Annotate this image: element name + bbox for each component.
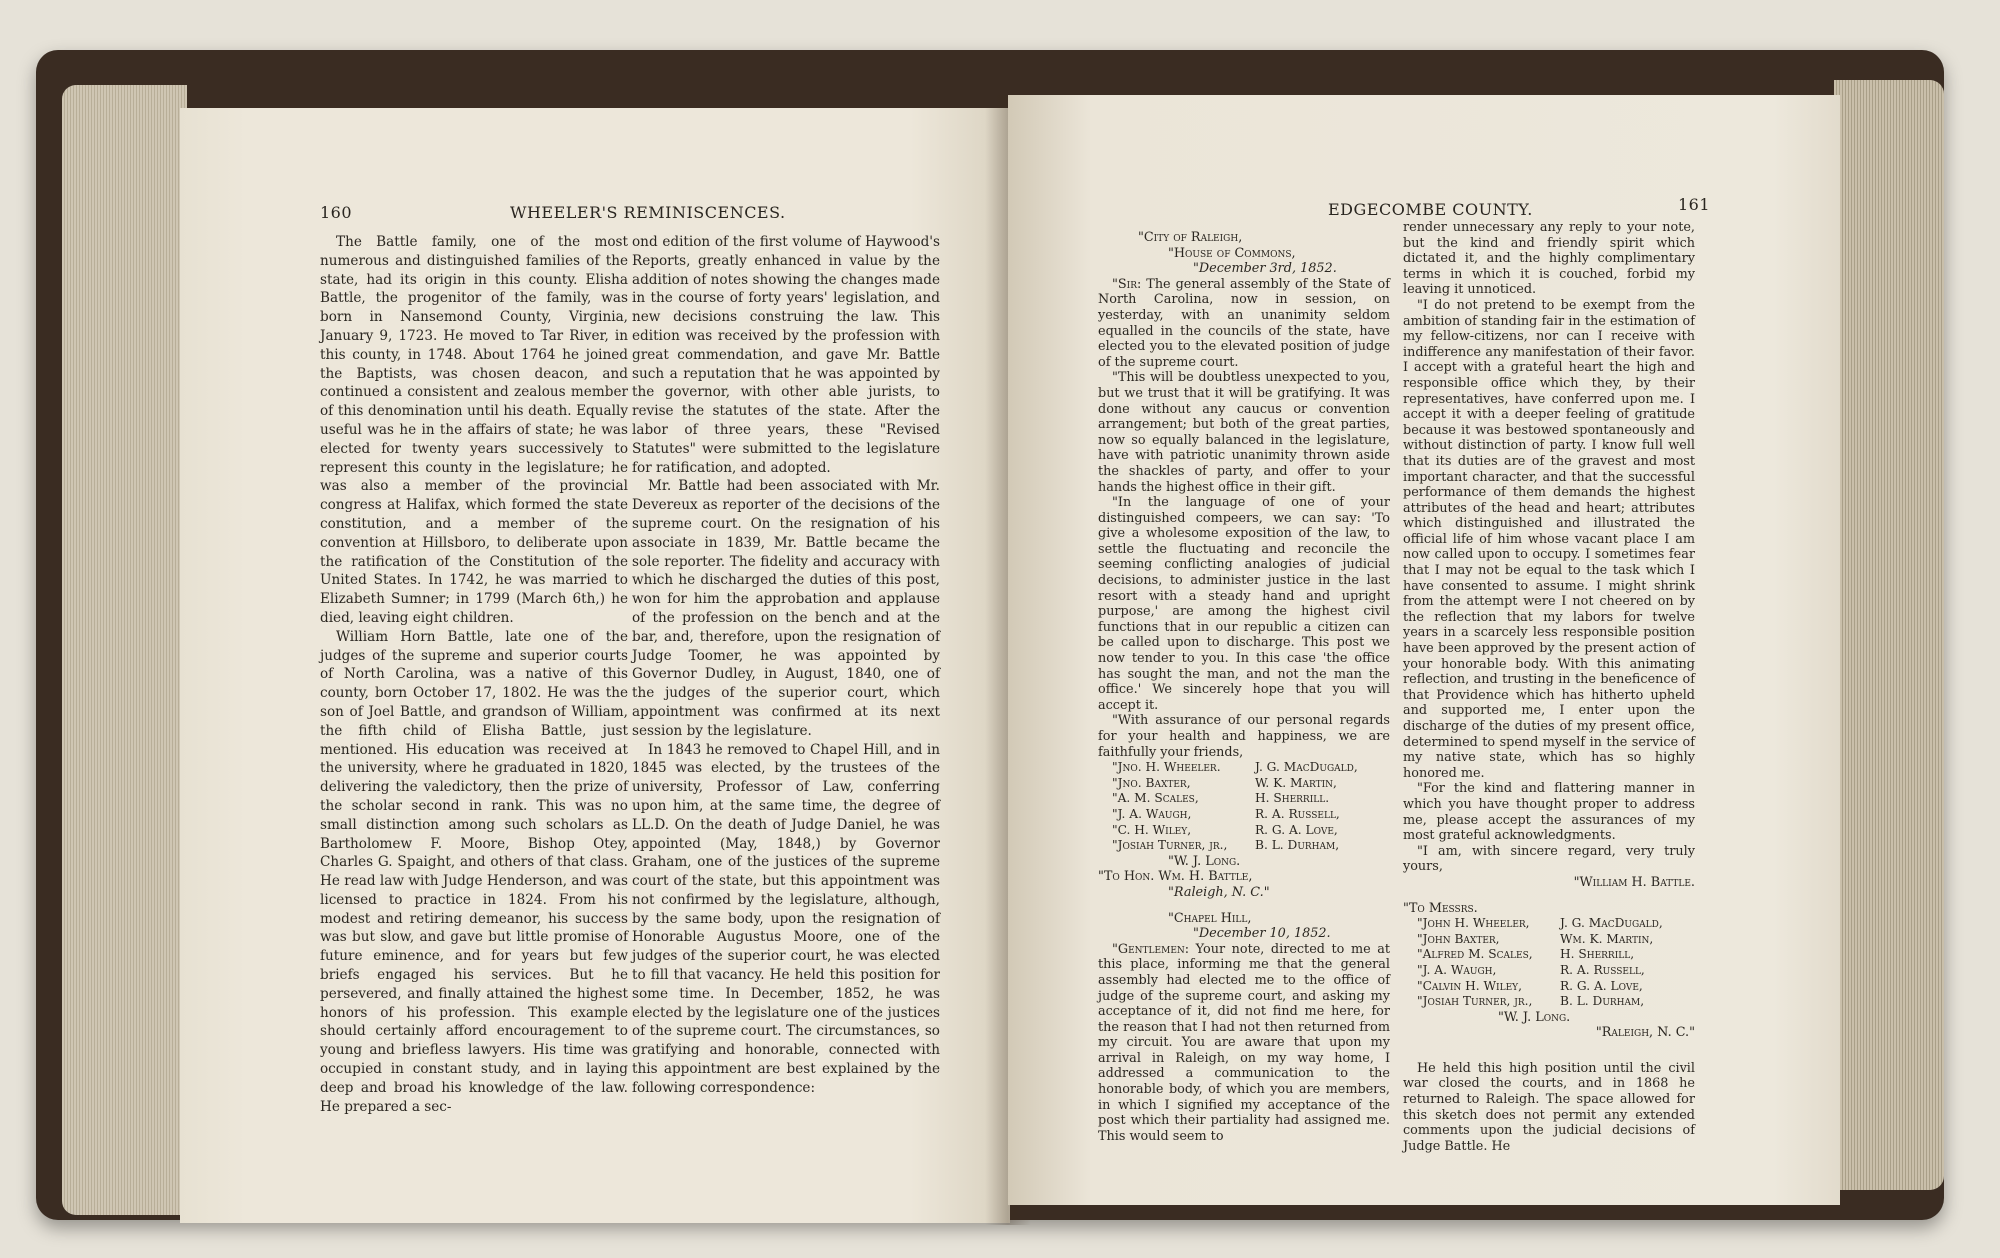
left-column-2 [632, 233, 940, 1098]
addressee: "Calvin H. Wiley, [1417, 978, 1522, 993]
addressee: H. Sherrill, [1560, 947, 1635, 962]
paragraph: "With assurance of our personal regards for your health and happiness, we are faithfully your friends, [1098, 713, 1390, 760]
signer: H. Sherrill. [1255, 791, 1330, 806]
addressee: "Josiah Turner, jr., [1417, 994, 1533, 1009]
signer: "A. M. Scales, [1112, 791, 1199, 806]
right-page-edges [1834, 80, 1944, 1190]
signers-list [1098, 760, 1390, 854]
paragraph: "For the kind and flattering manner in which you have thought proper to address me, please accept the assurances of my most grateful acknowledgments. [1403, 781, 1695, 844]
signer: R. G. A. Love, [1255, 822, 1338, 837]
signer: W. K. Martin, [1255, 775, 1337, 790]
signer: "W. J. Long. [1168, 853, 1241, 869]
page-number: 160 [320, 203, 353, 222]
paragraph: ond edition of the first volume of Haywood's Reports, greatly enhanced in value by the addition of notes showing the changes made in the course of forty years' legislation, and new decisions construing the law. This edition was received by the profession with great commendation, and gave Mr. Battle such a reputation that he was appointed by the governor, with other able jurists, to revise the statutes of the state. After the labor of three years, these "Revised Statutes" were submitted to the legislature for ratification, and adopted. [632, 234, 940, 476]
paragraph: Your note, directed to me at this place, informing me that the general assembly had elected me to the office of judge of the supreme court, and asking my acceptance of it, did not find me here, for the reason that I had not then returned from my circuit. You are aware that upon my arrival in Raleigh, on my way home, I addressed a communication to the honorable body, of which you are members, in which I signified my acceptance of the post which their partiality had assigned me. This would seem to [1098, 941, 1390, 1144]
addressee: "Alfred M. Scales, [1417, 947, 1533, 962]
right-column-2 [1403, 220, 1695, 1154]
paragraph: "This will be doubtless unexpected to you, but we trust that it will be gratifying. It was done without any caucus or convention arrangement; but both of the great parties, now so equally balanced in the legislature, have with patriotic unanimity thrown aside the shackles of party, and offer to your hands the highest office in their gift. [1098, 370, 1390, 495]
letter-heading: "House of Commons, [1168, 245, 1296, 261]
address-line: "To Messrs. [1403, 900, 1478, 916]
running-head: WHEELER'S REMINISCENCES. [510, 203, 786, 222]
salutation: "Gentlemen: [1112, 941, 1190, 957]
paragraph: In 1843 he removed to Chapel Hill, and in 1845 was elected, by the trustees of the university, Professor of Law, conferring upon him, at the same time, the degree of LL.D. On the death of Judge Daniel, he was appointed (May, 1848,) by Governor Graham, one of the justices of the supreme court of the state, but this appointment was not confirmed by the legislature, although, by the same body, upon the resignation of Honorable Augustus Moore, one of the judges of the superior court, he was elected to fill that vacancy. He held this position for some time. In December, 1852, he was elected by the legislature one of the justices of the supreme court. The circumstances, so gratifying and honorable, connected with this appointment are best explained by the following correspondence: [632, 741, 940, 1096]
addressee: "W. J. Long. [1498, 1009, 1571, 1025]
addressee: "John H. Wheeler, [1417, 916, 1530, 931]
addressee: B. L. Durham, [1560, 994, 1645, 1009]
signer: "J. A. Waugh, [1112, 806, 1192, 821]
paragraph: "I do not pretend to be exempt from the ambition of standing fair in the estimation of my fellow-citizens, nor can I receive with indifference any manifestation of their favor. I accept with a grateful heart the high and responsible office which they, by their representatives, have conferred upon me. I accept it with a deeper feeling of gratitude because it was bestowed spontaneously and without distinction of party. I know full well that its duties are of the gravest and most important character, and that the successful performance of them demands the highest attributes of the head and heart; attributes which distinguished and illustrated the official life of him whose vacant place I am now called upon to occupy. I sometimes fear that I may not be equal to the task which I have consented to assume. I might shrink from the attempt were I not cheered on by the reflection that my labors for twelve years in a scarcely less responsible position have been approved by the present action of your honorable body. With this animating reflection, and trusting in the beneficence of that Providence which has hitherto upheld and supported me, I enter upon the discharge of the duties of my present office, determined to spend myself in the service of my native state, which has so highly honored me. [1403, 297, 1695, 781]
left-page [180, 108, 1010, 1223]
addressee: R. A. Russell, [1560, 962, 1645, 977]
paragraph: The general assembly of the State of North Carolina, now in session, on yesterday, with an unanimity seldom equalled in the councils of the state, have elected you to the elevated position of judge of the supreme court. [1098, 276, 1390, 370]
paragraph: William Horn Battle, late one of the judges of the supreme and superior courts of North Carolina, was a native of this county, born October 17, 1802. He was the son of Joel Battle, and grandson of William, the fifth child of Elisha Battle, just mentioned. His education was received at the university, where he graduated in 1820, delivering the valedictory, then the prize of the scholar second in rank. This was no small distinction among such scholars as Bartholomew F. Moore, Bishop Otey, Charles G. Spaight, and others of that class. He read law with Judge Henderson, and was licensed to practice in 1824. From his modest and retiring demeanor, his success was but slow, and gave but little promise of future eminence, and for years but few briefs engaged his services. But he persevered, and finally attained the highest honors of his profession. This example should certainly afford encouragement to young and briefless lawyers. His time was occupied in constant study, and in laying deep and broad his knowledge of the law. He prepared a sec- [320, 628, 628, 1115]
addressee: "John Baxter, [1417, 931, 1500, 946]
left-page-edges [62, 85, 187, 1215]
address-place: "Raleigh, N. C." [1595, 1025, 1695, 1041]
addressee: R. G. A. Love, [1560, 978, 1643, 993]
paragraph: render unnecessary any reply to your note, but the kind and friendly spirit which dictated it, and the highly complimentary terms in which it is couched, forbid my leaving it unnoticed. [1403, 220, 1695, 298]
letter-heading: "City of Raleigh, [1138, 230, 1243, 245]
letter-date: "December 10, 1852. [1193, 926, 1331, 942]
addressee: "J. A. Waugh, [1417, 962, 1497, 977]
paragraph: The Battle family, one of the most numerous and distinguished families of the state, had its origin in this county. Elisha Battle, the progenitor of the family, was born in Nansemond County, Virginia, January 9, 1723. He moved to Tar River, in this county, in 1748. About 1764 he joined the Baptists, was chosen deacon, and continued a consistent and zealous member of this denomination until his death. Equally useful was he in the affairs of state; he was elected for twenty years successively to represent this county in the legislature; he was also a member of the provincial congress at Halifax, which formed the state constitution, and a member of the convention at Hillsboro, to deliberate upon the ratification of the Constitution of the United States. In 1742, he was married to Elizabeth Sumner; in 1799 (March 6th,) he died, leaving eight children. [320, 234, 628, 626]
paragraph: "I am, with sincere regard, very truly yours, [1403, 843, 1695, 875]
signer: "C. H. Wiley, [1112, 822, 1192, 837]
letter-heading: "Chapel Hill, [1168, 910, 1252, 926]
right-page [1008, 95, 1840, 1205]
signer: "Josiah Turner, jr., [1112, 838, 1228, 853]
addressee: Wm. K. Martin, [1560, 931, 1654, 946]
signer: R. A. Russell, [1255, 806, 1340, 821]
page-number: 161 [1678, 195, 1711, 214]
running-head: EDGECOMBE COUNTY. [1328, 200, 1533, 219]
paragraph: Mr. Battle had been associated with Mr. Devereux as reporter of the decisions of the supreme court. On the resignation of his associate in 1839, Mr. Battle became the sole reporter. The fidelity and accuracy with which he discharged the duties of this post, won for him the approbation and applause of the profession on the bench and at the bar, and, therefore, upon the resignation of Judge Toomer, he was appointed by Governor Dudley, in August, 1840, one of the judges of the superior court, which appointment was confirmed at its next session by the legislature. [632, 478, 940, 739]
salutation: "Sir: [1112, 276, 1142, 292]
address-place: "Raleigh, N. C." [1168, 884, 1270, 900]
paragraph: He held this high position until the civil war closed the courts, and in 1868 he returned to Raleigh. The space allowed for this sketch does not permit any extended comments upon the judicial decisions of Judge Battle. He [1403, 1060, 1695, 1154]
address-line: "To Hon. Wm. H. Battle, [1098, 869, 1253, 885]
signer: "Jno. H. Wheeler. [1112, 760, 1221, 775]
addressee: J. G. MacDugald, [1560, 916, 1663, 931]
signature: "William H. Battle. [1573, 874, 1695, 890]
signer: "Jno. Baxter, [1112, 775, 1191, 790]
signer: B. L. Durham, [1255, 838, 1340, 853]
paragraph: "In the language of one of your distinguished compeers, we can say: 'To give a wholesome exposition of the law, to settle the fluctuating and reconcile the seeming conflicting analogies of judicial decisions, to administer justice in the last resort with a steady hand and upright purpose,' are among the highest civil functions that in our republic a citizen can be called upon to discharge. This post we now tender to you. In this case 'the office has sought the man, and not the man the office.' We sincerely hope that you will accept it. [1098, 495, 1390, 713]
addressees-list [1403, 916, 1695, 1010]
right-column-1 [1098, 230, 1390, 1144]
signer: J. G. MacDugald, [1255, 760, 1358, 775]
letter-date: "December 3rd, 1852. [1193, 261, 1337, 277]
left-column-1 [320, 233, 628, 1116]
